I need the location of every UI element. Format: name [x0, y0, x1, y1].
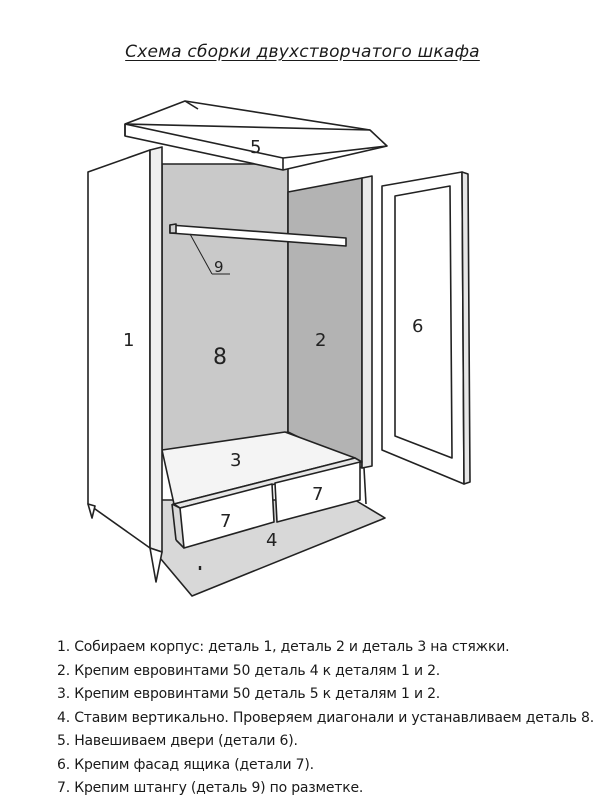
- left-leg: [88, 504, 95, 518]
- diagram-title: Схема сборки двухстворчатого шкафа: [125, 42, 480, 62]
- assembly-step: 5. Навешиваем двери (детали 6).: [57, 733, 298, 749]
- assembly-step: 7. Крепим штангу (деталь 9) по разметке.: [57, 780, 364, 796]
- front-leg: [150, 548, 162, 582]
- assembly-step: 2. Крепим евровинтами 50 деталь 4 к деталям 1 и 2.: [57, 662, 441, 679]
- left-side-panel-part-1: [88, 150, 150, 548]
- label-part-6: 6: [412, 316, 424, 337]
- right-side-panel-edge: [362, 176, 372, 468]
- left-side-panel-edge: [150, 147, 162, 552]
- label-part-7-left: 7: [220, 511, 232, 532]
- label-part-7-right: 7: [312, 484, 324, 505]
- label-part-8: 8: [213, 345, 227, 370]
- label-part-5: 5: [250, 137, 262, 158]
- assembly-step: 6. Крепим фасад ящика (детали 7).: [57, 756, 314, 773]
- label-part-1: 1: [123, 330, 135, 351]
- assembly-step: 3. Крепим евровинтами 50 деталь 5 к деталям 1 и 2.: [57, 686, 441, 702]
- right-side-panel-part-2: [288, 178, 362, 468]
- top-panel-part-5: [125, 101, 387, 170]
- door-inner-panel: [395, 186, 452, 458]
- back-panel-part-8: [162, 164, 288, 452]
- label-part-4: 4: [266, 530, 278, 551]
- assembly-steps-list: [57, 636, 594, 801]
- assembly-step: 4. Ставим вертикально. Проверяем диагонали и устанавливаем деталь 8.: [57, 709, 595, 726]
- assembly-step: 1. Собираем корпус: деталь 1, деталь 2 и деталь 3 на стяжки.: [57, 639, 510, 655]
- label-part-9: 9: [214, 258, 224, 276]
- label-part-2: 2: [315, 330, 327, 351]
- label-part-3: 3: [230, 450, 242, 471]
